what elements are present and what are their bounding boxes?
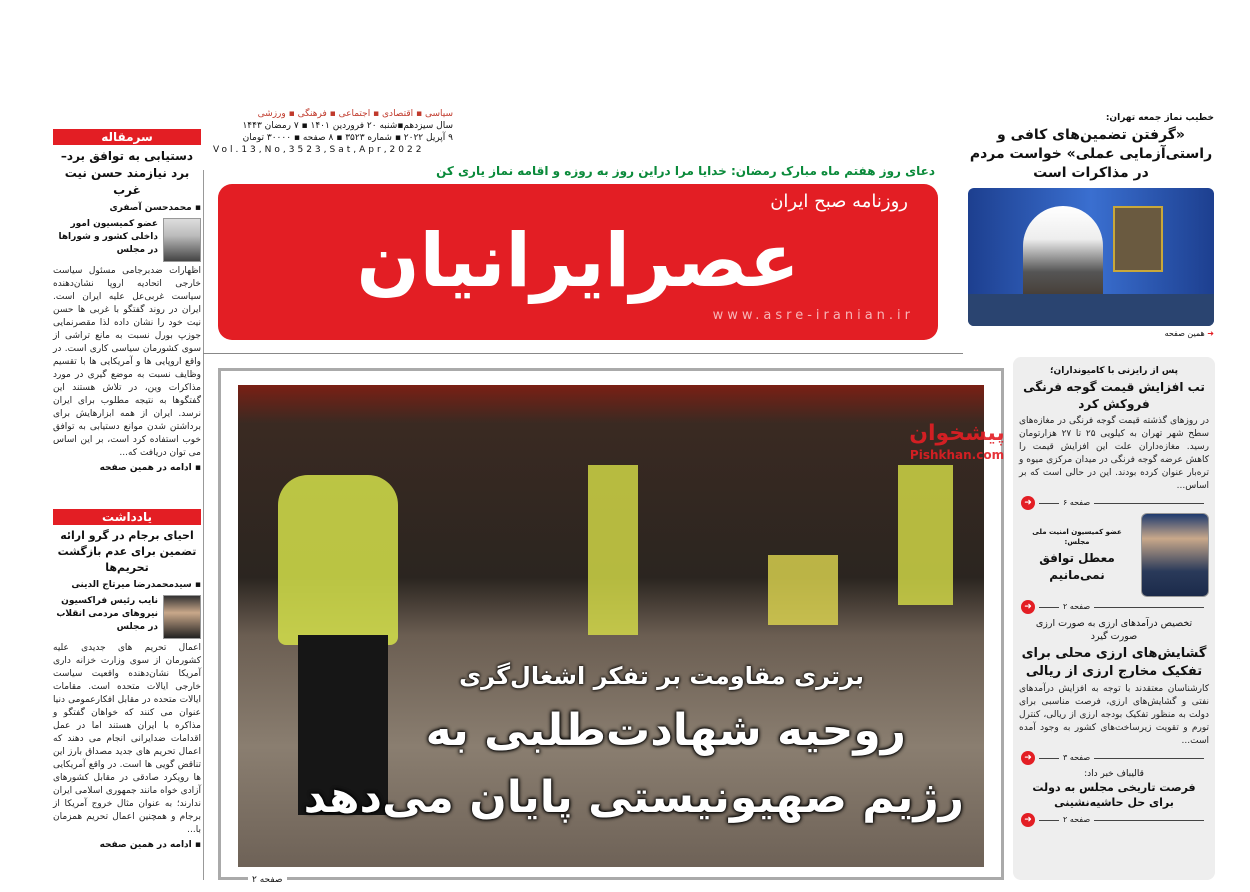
news-item (1019, 768, 1209, 810)
photo-podium (968, 294, 1214, 326)
lead-headline-1[interactable]: روحیه شهادت‌طلبی به (425, 705, 906, 756)
arrow-icon: ➜ (1021, 751, 1035, 765)
top-right-title[interactable]: «گرفتن تضمین‌های کافی و راستی‌آزمایی عملی» خواست مردم در مذاکرات است (969, 127, 1213, 181)
lead-kicker: برتری مقاومت بر تفکر اشغال‌گری (459, 662, 864, 690)
lead-photo[interactable] (238, 385, 984, 867)
top-right-story (968, 112, 1214, 339)
masthead-divider (203, 353, 963, 354)
photo-figure (768, 555, 838, 625)
column-divider (203, 170, 204, 880)
news-page-ref-label: صفحه ۲ (1059, 813, 1094, 827)
note-author: ▪ سیدمحمدرضا میرتاج الدینی (71, 580, 201, 590)
right-news-box (1013, 357, 1215, 880)
watermark-text: پیشخوان (909, 421, 1005, 446)
news-item (1019, 365, 1209, 493)
masthead-info (213, 108, 453, 156)
news-title[interactable]: فرصت تاریخی مجلس به دولت برای حل حاشیه‌نشینی (1032, 781, 1196, 809)
lead-page-ref[interactable]: صفحه ۲ (248, 874, 287, 886)
photo-figure (588, 465, 638, 635)
note-byline-row (53, 595, 201, 639)
note-title[interactable]: احیای برجام در گرو ارائه تضمین برای عدم بازگشت تحریم‌ها (57, 529, 197, 574)
top-right-photo[interactable] (968, 188, 1214, 326)
newspaper-logo[interactable] (218, 184, 938, 340)
top-right-page-ref-label: همین صفحه (1164, 329, 1205, 338)
news-page-ref-label: صفحه ۶ (1059, 496, 1094, 510)
lead-headline-2[interactable]: رژیم صهیونیستی پایان می‌دهد (303, 772, 964, 823)
editorial-section-label: سرمقاله (53, 129, 201, 145)
editorial-column (53, 129, 201, 475)
note-column (53, 509, 201, 852)
lead-photo-frame (218, 368, 1004, 880)
news-body: در روزهای گذشته قیمت گوجه فرنگی در مغازه‌های سطح شهر تهران به کیلویی ۲۵ تا ۲۷ هزارتومان رسید. مغازه‌داران علت این افزایش قیمت را کاهش عرضه گوجه فرنگی در میدان مرکزی میوه و تره‌بار عنوان کرده بودند. این در حالی است که بر اساس... (1019, 416, 1210, 491)
news-page-ref-label: صفحه ۲ (1059, 600, 1094, 614)
masthead-date-line-2: ۹ آپریل ۲۰۲۲ ▪ شماره ۳۵۲۳ ▪ ۸ صفحه ▪ ۳۰۰۰۰ تومان (242, 133, 453, 143)
news-item (1019, 513, 1209, 597)
top-right-kicker: خطیب نماز جمعه تهران: (1105, 113, 1214, 123)
logo-subtitle: روزنامه صبح ایران (770, 191, 908, 212)
masthead-sections: سیاسی ▪ اقتصادی ▪ اجتماعی ▪ فرهنگی ▪ ورزشی (257, 109, 453, 119)
editorial-byline-row (53, 218, 201, 262)
news-page-ref[interactable] (1019, 813, 1209, 827)
pishkhan-watermark (905, 420, 1009, 463)
arrow-icon: ➜ (1021, 813, 1035, 827)
news-kicker: قالیباف خبر داد: (1084, 769, 1144, 779)
news-page-ref[interactable] (1019, 496, 1209, 510)
news-kicker: پس از رایزنی با کامیونداران؛ (1049, 366, 1179, 376)
arrow-icon: ➜ (1207, 329, 1214, 338)
arrow-icon: ➜ (1021, 496, 1035, 510)
editorial-body: اظهارات ضدبرجامی مسئول سیاست خارجی اتحادیه اروپا نشان‌دهنده سیاست غربی‌عل علیه ایران است. ایران در روند گفتگو با غربی ها حسن نیت خود را نشان داده لذا مقصرنمایی جوزپ بورل نسبت به مانع تراشی از سوی کشورمان سیاسی کاری است. در واقع اروپایی ها و آمریکایی ها با تقسیم وظایف نسبت به موضع گیری در مورد مذاکرات وین، در تلاش هستند این گفتگوها به نتیجه مطلوب برای ایران نرسد. ایران از همه ابزارهایش برای برداشتن شدن موانع دستیابی به توافق خوب استفاده کرد است، بر این اساس می توان دریافت که... (53, 266, 201, 458)
note-author-photo (163, 595, 201, 639)
watermark-url: Pishkhan.com (909, 448, 1005, 462)
news-page-ref[interactable] (1019, 600, 1209, 614)
top-right-page-ref[interactable] (968, 328, 1214, 339)
editorial-author: ▪ محمدحسن آصفری (109, 203, 201, 213)
news-title[interactable]: معطل توافق نمی‌مانیم (1039, 550, 1115, 582)
news-title[interactable]: تب افزایش قیمت گوجه فرنگی فروکش کرد (1023, 380, 1205, 411)
editorial-continue-link[interactable]: ▪ ادامه در همین صفحه (99, 463, 201, 473)
news-item (1019, 617, 1209, 748)
note-continue-link[interactable]: ▪ ادامه در همین صفحه (99, 840, 201, 850)
news-photo (1141, 513, 1209, 597)
editorial-title[interactable]: دستیابی به توافق برد–برد نیازمند حسن نیت غرب (60, 149, 194, 197)
note-body: اعمال تحریم های جدیدی علیه کشورمان از سوی وزارت خزانه داری آمریکا نشان‌دهنده واقعیت سیاست خارجی ایالات متحده است. مقامات ایالات متحده در مقابل افکارعمومی دنیا عنوان می کنند که خواهان گفتگو و مذاکره با ایران هستند اما در عمل اقدامات ضدایرانی انجام می دهند که اعمال تحریم های جدید مصداق بارز این تناقض گویی ها است. در واقع آمریکایی ها رویکرد صادقی در مقابل کشورهای آزادی خواه مانند جمهوری اسلامی ایران ندارند؛ به عنوان مثال خروج آمریکا از برجام و همچنین اعمال تحریم همزمان با... (53, 643, 201, 835)
news-kicker: تخصیص درآمدهای ارزی به صورت ارزی صورت گیرد (1035, 618, 1193, 642)
arrow-icon: ➜ (1021, 600, 1035, 614)
news-page-ref-label: صفحه ۳ (1059, 751, 1094, 765)
editorial-author-role: عضو کمیسیون امور داخلی کشور و شوراها در مجلس (58, 219, 158, 255)
news-page-ref[interactable] (1019, 751, 1209, 765)
note-author-role: نایب رئیس فراکسیون نیروهای مردمی انقلاب در مجلس (56, 596, 158, 632)
logo-url[interactable]: www.asre-iranian.ir (712, 308, 914, 323)
logo-title: عصرایرانیان (356, 218, 800, 304)
masthead-date-line-1: سال سیزدهم▪شنبه ۲۰ فروردین ۱۴۰۱ ▪ ۷ رمضان ۱۴۴۳ (242, 121, 453, 131)
news-text (1019, 527, 1135, 584)
prayer-line: دعای روز هفتم ماه مبارک رمضان: خدایا مرا دراین روز به روزه و اقامه نماز یاری کن (436, 164, 935, 178)
photo-figure (898, 465, 953, 605)
news-title[interactable]: گشایش‌های ارزی محلی برای تفکیک مخارج ارزی از ریالی (1021, 646, 1207, 679)
note-section-label: یادداشت (53, 509, 201, 525)
masthead-date-line-en: Vol.13,No,3523,Sat,Apr,2022 (213, 145, 425, 155)
photo-figure (278, 475, 398, 645)
news-kicker: عضو کمیسیون امنیت ملی مجلس: (1032, 527, 1122, 546)
photo-portrait-frame (1113, 206, 1163, 272)
news-body: کارشناسان معتقدند با توجه به افزایش درآمدهای نفتی و گشایش‌های ارزی، فرصت مناسبی برای دولت به منظور تفکیک بودجه ارزی از ریالی، کنترل تورم و تقویت زیرساخت‌های کشور به وجود آمده است... (1019, 684, 1209, 746)
editorial-author-photo (163, 218, 201, 262)
